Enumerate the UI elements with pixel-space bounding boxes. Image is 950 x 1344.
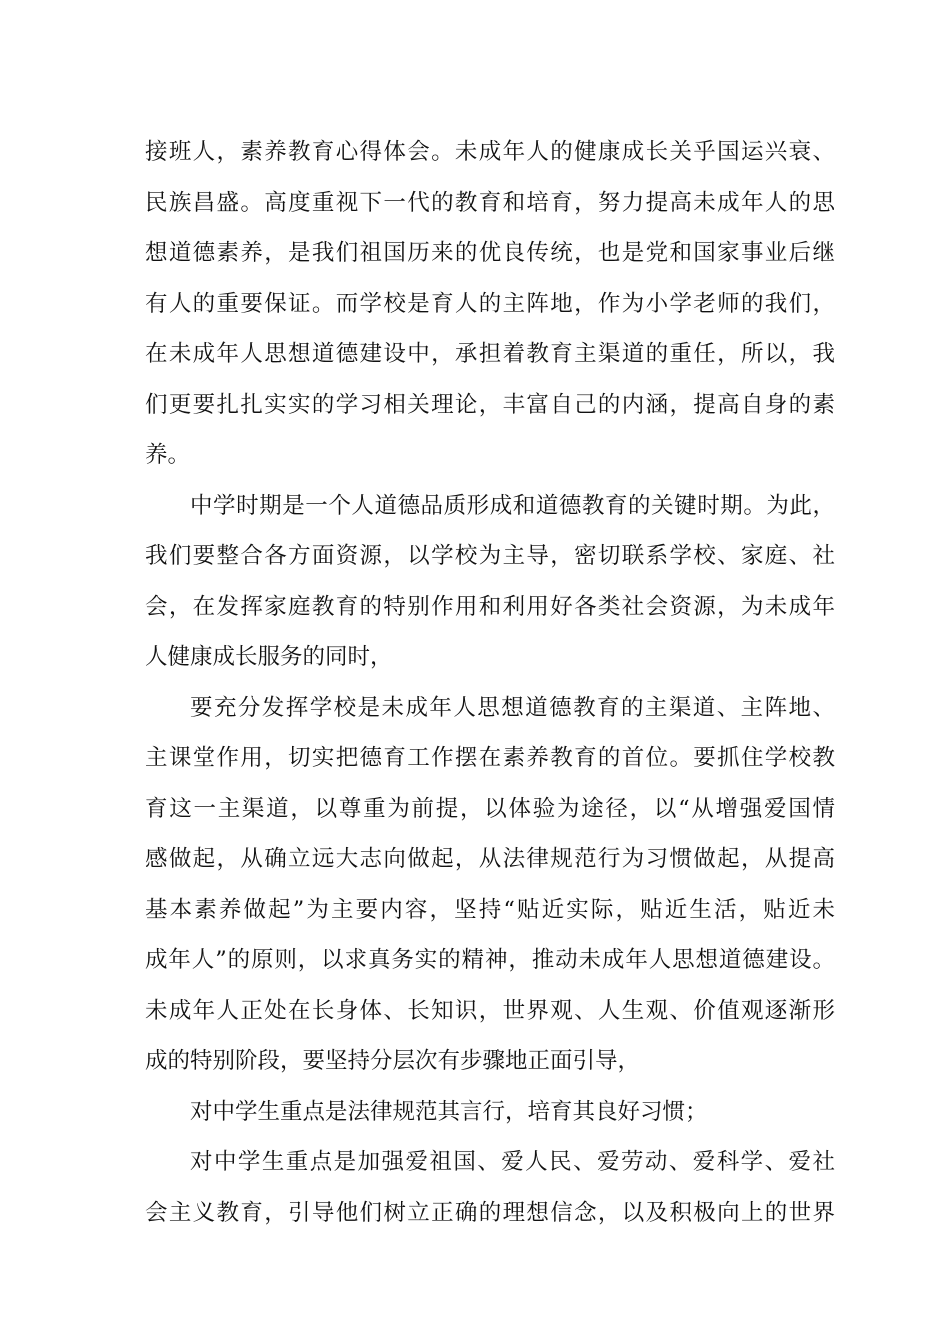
text-line: 我们要整合各方面资源，以学校为主导，密切联系学校、家庭、社 bbox=[145, 543, 835, 569]
text-line: 要充分发挥学校是未成年人思想道德教育的主渠道、主阵地、 bbox=[190, 694, 835, 721]
text-line: 主课堂作用，切实把德育工作摆在素养教育的首位。要抓住学校教 bbox=[145, 745, 835, 771]
text-line: 会主义教育，引导他们树立正确的理想信念，以及积极向上的世界 bbox=[145, 1199, 835, 1226]
text-line: 中学时期是一个人道德品质形成和道德教育的关键时期。为此， bbox=[190, 492, 835, 519]
text-line: 会，在发挥家庭教育的特别作用和利用好各类社会资源，为未成年 bbox=[145, 593, 835, 620]
text-line: 对中学生重点是法律规范其言行，培育其良好习惯； bbox=[190, 1098, 708, 1125]
text-line: 基本素养做起”为主要内容，坚持“贴近实际，贴近生活，贴近未 bbox=[145, 896, 835, 923]
text-line: 接班人，素养教育心得体会。未成年人的健康成长关乎国运兴衰、 bbox=[145, 139, 835, 165]
body-text bbox=[145, 127, 835, 1238]
text-line: 想道德素养，是我们祖国历来的优良传统，也是党和国家事业后继 bbox=[145, 240, 835, 266]
text-line: 在未成年人思想道德建设中，承担着教育主渠道的重任，所以，我 bbox=[145, 341, 835, 367]
text-line: 养。 bbox=[145, 442, 191, 468]
text-line: 对中学生重点是加强爱祖国、爱人民、爱劳动、爱科学、爱社 bbox=[190, 1149, 835, 1175]
text-line: 成年人”的原则，以求真务实的精神，推动未成年人思想道德建设。 bbox=[145, 947, 835, 973]
text-line: 民族昌盛。高度重视下一代的教育和培育，努力提高未成年人的思 bbox=[145, 189, 835, 216]
text-line: 人健康成长服务的同时， bbox=[145, 644, 393, 670]
text-line: 们更要扎扎实实的学习相关理论，丰富自己的内涵，提高自身的素 bbox=[145, 391, 835, 418]
text-line: 感做起，从确立远大志向做起，从法律规范行为习惯做起，从提高 bbox=[145, 846, 835, 872]
text-line: 成的特别阶段，要坚持分层次有步骤地正面引导， bbox=[145, 1048, 641, 1074]
text-line: 育这一主渠道，以尊重为前提，以体验为途径，以“从增强爱国情 bbox=[145, 795, 835, 822]
text-line: 未成年人正处在长身体、长知识，世界观、人生观、价值观逐渐形 bbox=[145, 997, 835, 1024]
text-line: 有人的重要保证。而学校是育人的主阵地，作为小学老师的我们， bbox=[145, 290, 835, 317]
